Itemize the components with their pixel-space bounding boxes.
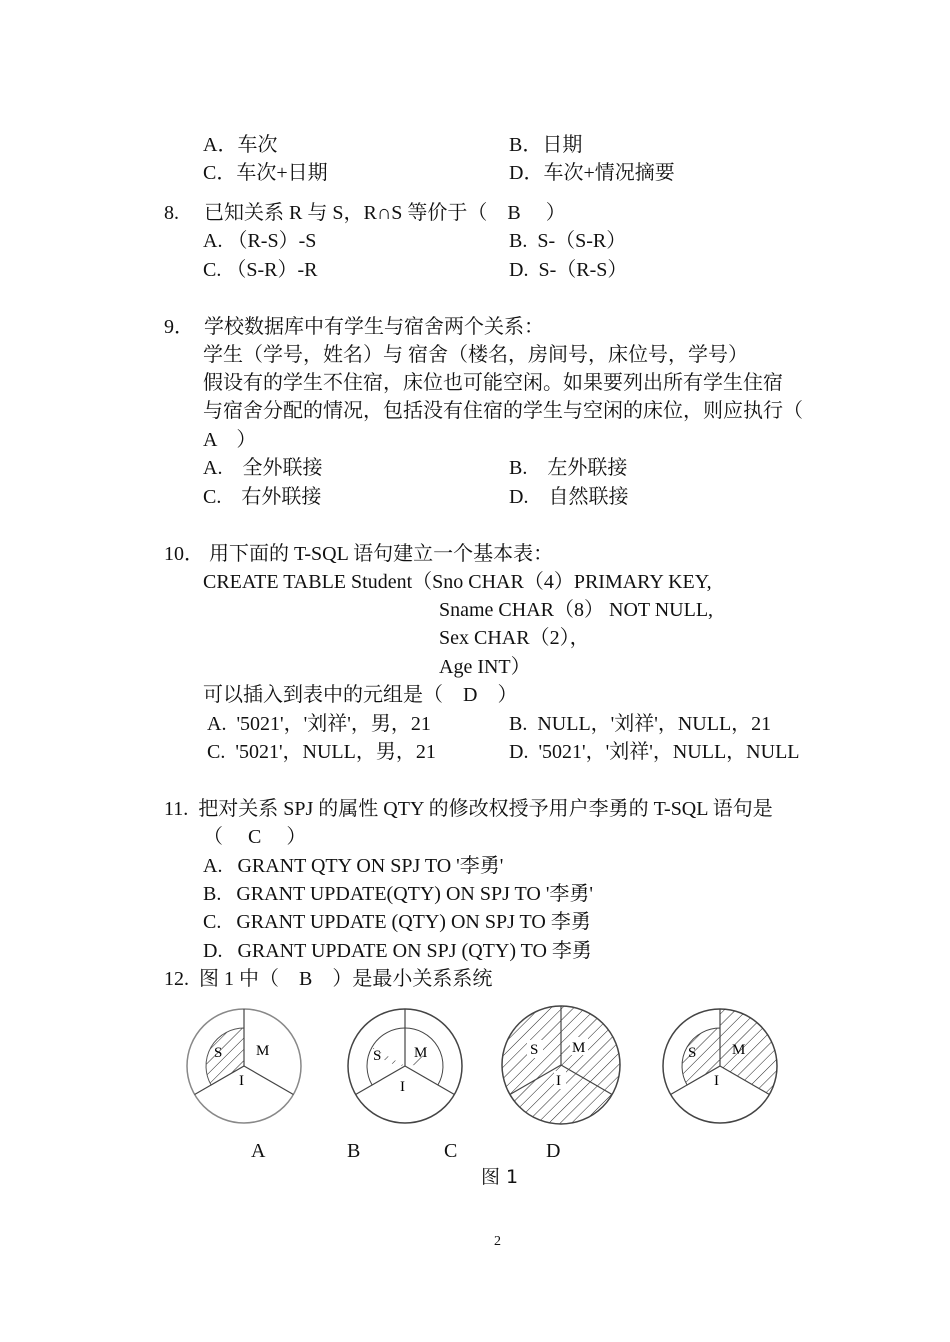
figure-label-c: C xyxy=(444,1140,458,1162)
q8-stem: 8. 已知关系 R 与 S，R∩S 等价于（ B ） xyxy=(164,202,566,224)
q9-option-c: C. 右外联接 xyxy=(203,486,322,508)
q8-option-b: B. S-（S-R） xyxy=(509,230,627,252)
q8-option-a: A. （R-S）-S xyxy=(203,230,317,252)
q10-stem: 10． 用下面的 T-SQL 语句建立一个基本表： xyxy=(164,543,554,565)
page-number: 2 xyxy=(494,1234,501,1249)
q10-prompt: 可以插入到表中的元组是（ D ） xyxy=(203,684,518,706)
diagram-c xyxy=(499,1003,623,1127)
q10-option-c: C. '5021'，NULL，男，21 xyxy=(207,741,436,763)
diagram-c-m-label: M xyxy=(572,1040,586,1056)
q10-option-b: B. NULL，'刘祥'，NULL，21 xyxy=(509,713,772,735)
diagram-a-s-label: S xyxy=(214,1045,223,1061)
figure-label-d: D xyxy=(546,1140,561,1162)
diagram-b-s-label: S xyxy=(373,1048,382,1064)
diagram-a xyxy=(185,1006,303,1126)
q10-option-d: D. '5021'，'刘祥'，NULL，NULL xyxy=(509,741,800,763)
q7-option-c: C．车次+日期 xyxy=(203,162,328,184)
figure-label-a: A xyxy=(251,1140,266,1162)
q10-sql-line-1: CREATE TABLE Student（Sno CHAR（4）PRIMARY KEY, xyxy=(203,571,712,593)
figure-label-b: B xyxy=(347,1140,361,1162)
diagram-d-m-label: M xyxy=(732,1042,746,1058)
diagram-d xyxy=(660,1006,780,1126)
q9-line-2: 学生（学号，姓名）与 宿舍（楼名，房间号，床位号，学号） xyxy=(203,344,748,366)
q11-option-d: D. GRANT UPDATE ON SPJ (QTY) TO 李勇 xyxy=(203,940,592,962)
diagram-d-s-label: S xyxy=(688,1045,697,1061)
q10-sql-line-4: Age INT） xyxy=(439,656,531,678)
q9-option-b: B. 左外联接 xyxy=(509,457,628,479)
diagram-d-i-label: I xyxy=(714,1073,719,1089)
diagram-a-m-label: M xyxy=(256,1043,270,1059)
diagram-b xyxy=(344,1006,466,1126)
q7-option-a: A．车次 xyxy=(203,134,278,156)
figure-caption: 图 1 xyxy=(481,1166,519,1188)
q8-option-d: D. S-（R-S） xyxy=(509,259,628,281)
q9-line-4: 与宿舍分配的情况，包括没有住宿的学生与空闲的床位，则应执行（ xyxy=(203,400,803,422)
diagram-b-m-label: M xyxy=(414,1045,428,1061)
q10-option-a: A. '5021'，'刘祥'，男，21 xyxy=(207,713,431,735)
q11-option-a: A. GRANT QTY ON SPJ TO '李勇' xyxy=(203,855,504,877)
q9-option-d: D. 自然联接 xyxy=(509,486,629,508)
q9-answer-line: A ） xyxy=(203,429,257,451)
q10-sql-line-2: Sname CHAR（8） NOT NULL, xyxy=(439,599,714,621)
diagram-a-i-label: I xyxy=(239,1073,244,1089)
q11-option-c: C. GRANT UPDATE (QTY) ON SPJ TO 李勇 xyxy=(203,911,591,933)
q12-stem: 12. 图 1 中（ B ）是最小关系系统 xyxy=(164,968,493,990)
q8-option-c: C. （S-R）-R xyxy=(203,259,318,281)
diagram-c-i-label: I xyxy=(556,1073,561,1089)
q9-stem: 9． 学校数据库中有学生与宿舍两个关系： xyxy=(164,316,544,338)
diagram-c-s-label: S xyxy=(530,1042,539,1058)
q9-option-a: A. 全外联接 xyxy=(203,457,323,479)
q11-option-b: B. GRANT UPDATE(QTY) ON SPJ TO '李勇' xyxy=(203,883,594,905)
diagram-b-i-label: I xyxy=(400,1079,405,1095)
q9-line-3: 假设有的学生不住宿，床位也可能空闲。如果要列出所有学生住宿 xyxy=(203,372,783,394)
q7-option-d: D．车次+情况摘要 xyxy=(509,162,675,184)
q11-answer-line: （ C ） xyxy=(203,826,307,848)
q11-stem: 11. 把对关系 SPJ 的属性 QTY 的修改权授予用户李勇的 T-SQL 语句是 xyxy=(164,798,773,820)
q7-option-b: B．日期 xyxy=(509,134,583,156)
q10-sql-line-3: Sex CHAR（2）， xyxy=(439,627,590,649)
